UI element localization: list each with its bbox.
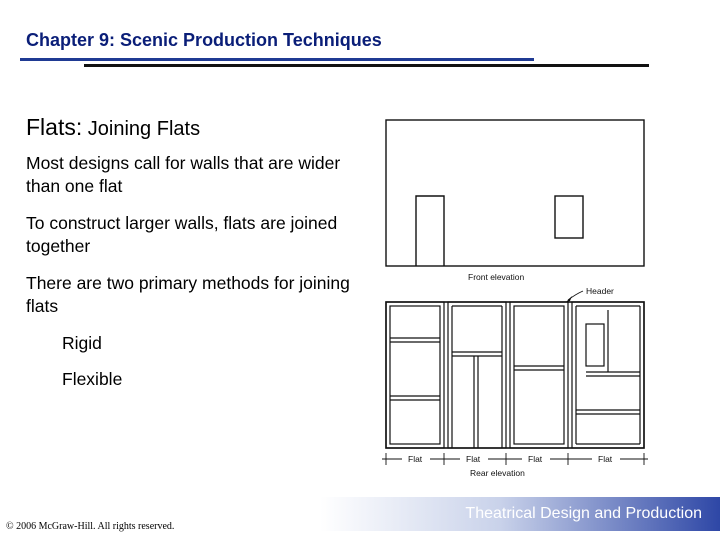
- copyright-notice: © 2006 McGraw-Hill. All rights reserved.: [6, 521, 175, 532]
- rear-elevation-label: Rear elevation: [470, 468, 525, 478]
- front-elevation-label: Front elevation: [468, 272, 525, 282]
- flat-label: Flat: [466, 454, 481, 464]
- bullet-item: There are two primary methods for joining flats: [26, 273, 350, 316]
- flat-label: Flat: [528, 454, 543, 464]
- slide-title-main: Flats:: [26, 114, 83, 140]
- header-divider-blue: [20, 58, 534, 61]
- footer-course-title: Theatrical Design and Production: [465, 505, 702, 522]
- flat-label: Flat: [408, 454, 423, 464]
- bullet-item: To construct larger walls, flats are joined together: [26, 213, 338, 256]
- rear-elevation-framing: [386, 302, 644, 448]
- flats-drawing: [380, 114, 650, 484]
- bullet-list: [26, 152, 356, 404]
- header-label: Header: [586, 286, 614, 296]
- slide-title: [26, 114, 200, 141]
- front-elevation-wall: [386, 120, 644, 266]
- slide-title-sub: Joining Flats: [82, 118, 201, 140]
- chapter-title: Chapter 9: Scenic Production Techniques: [26, 30, 382, 50]
- flats-illustration: [380, 114, 650, 484]
- bullet-item: Most designs call for walls that are wider than one flat: [26, 153, 341, 196]
- flat-label: Flat: [598, 454, 613, 464]
- sub-bullet-item: Flexible: [62, 369, 123, 389]
- header-divider-black: [84, 64, 649, 67]
- header-pointer-arrowhead: [566, 296, 572, 302]
- sub-bullet-item: Rigid: [62, 333, 102, 353]
